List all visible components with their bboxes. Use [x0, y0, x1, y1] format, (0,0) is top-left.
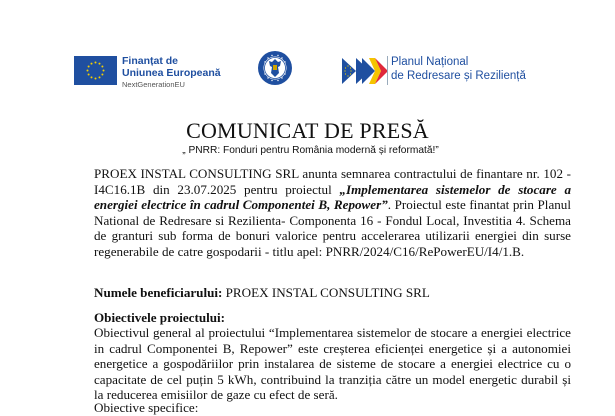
pnrr-line-1: Planul Național — [391, 56, 469, 68]
eu-flag-icon — [74, 56, 117, 85]
project-title: „Implementarea sistemelor de stocare a energiei electrice în cadrul Componentei B, Repower” — [94, 181, 571, 213]
pnrr-divider — [387, 56, 388, 85]
beneficiary-line — [94, 285, 571, 301]
eu-line-1: Finanțat de — [122, 55, 179, 67]
pnrr-arrows-icon — [342, 57, 388, 85]
document-title: COMUNICAT DE PRESĂ — [186, 118, 429, 143]
pnrr-label — [391, 56, 526, 83]
objectives-heading: Obiectivele proiectului: — [94, 310, 226, 325]
beneficiary-value: PROEX INSTAL CONSULTING SRL — [222, 285, 430, 300]
general-objective-paragraph: Obiectivul general al proiectului “Implementarea sistemelor de stocare a energiei electrice in cadrul Componentei B, Repower” este creșterea eficienței energetice și a autonomiei energetice a gospodăriilor prin instalarea de sisteme de stocare a energiei electrice cu o capacitate de cel puțin 5 kWh, contribuind la tranziția către un model energetic durabil și la reducerea emisiilor de gaze cu efect de seră. — [94, 325, 571, 403]
intro-text-2: . Proiectul este finantat prin Planul National de Redresare si Rezilienta- Componenta 16 - Fondul Local, Investitia 4. Schema de granturi sub forma de bonuri valorice pentru accelerarea utilizarii energiei din surse regenerabile de catre gospodarii - titlu apel: PNRR/2024/C16/RePowerEU/I4/1.B. — [94, 197, 571, 259]
government-seal-icon — [257, 50, 293, 86]
pnrr-line-2: de Redresare și Reziliență — [391, 69, 526, 82]
intro-text-1: PROEX INSTAL CONSULTING SRL anunta semnarea contractului de finantare nr. 102 - I4C16.1B din 23.07.2025 pentru proiectul — [94, 166, 571, 197]
beneficiary-label: Numele beneficiarului: — [94, 285, 223, 300]
eu-line-3: NextGenerationEU — [122, 80, 185, 89]
logo-bar — [0, 0, 615, 100]
eu-line-2: Uniunea Europeană — [122, 67, 221, 79]
document-subtitle: „ PNRR: Fonduri pentru România modernă și reformată!” — [182, 145, 439, 156]
eu-funding-label — [122, 55, 221, 90]
intro-paragraph — [94, 166, 571, 260]
specific-objectives-label: Obiective specifice: — [94, 400, 199, 415]
